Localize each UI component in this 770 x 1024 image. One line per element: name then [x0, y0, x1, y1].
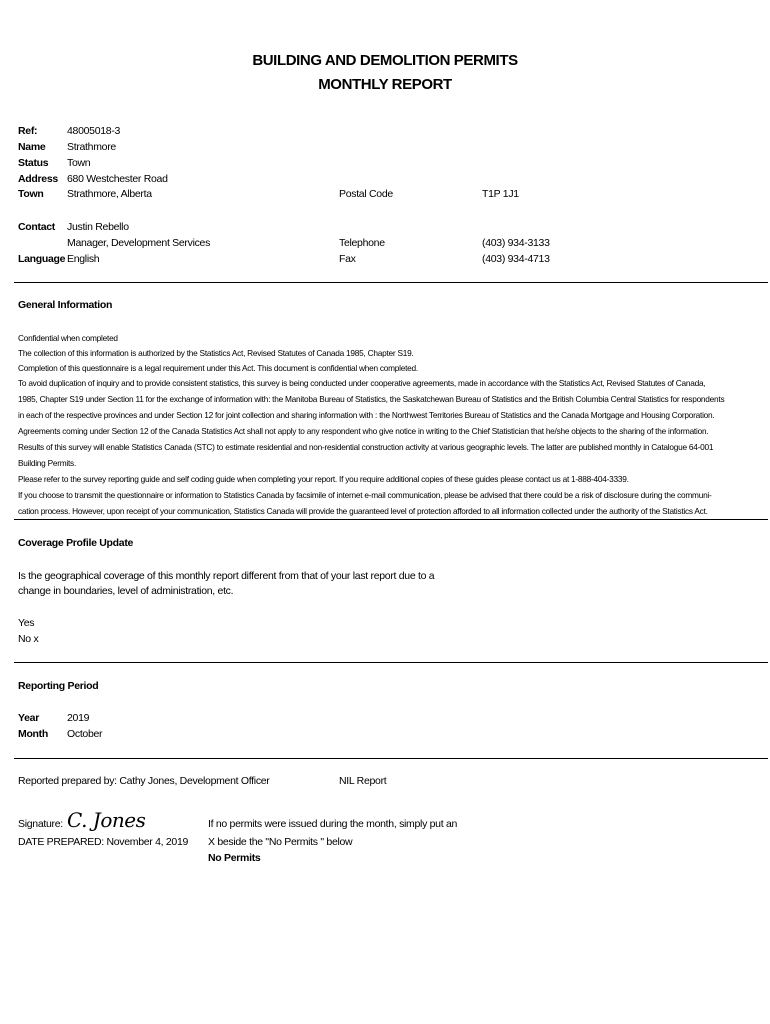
general-line: 1985, Chapter S19 under Section 11 for the exchange of information with: the Manitoba Bureau of Statistics, the Saskatchewan Bureau of Statistics and the British Columbia Central Statistics for respondents — [18, 394, 725, 404]
report-title-line1: BUILDING AND DEMOLITION PERMITS — [252, 52, 518, 69]
prepared-by: Reported prepared by: Cathy Jones, Development Officer — [18, 775, 270, 787]
divider — [14, 758, 768, 759]
postal-code-label: Postal Code — [339, 188, 393, 200]
coverage-question-line1: Is the geographical coverage of this monthly report different from that of your last report due to a — [18, 570, 435, 582]
fax-value: (403) 934-4713 — [482, 253, 550, 265]
language-label: Language — [18, 253, 66, 265]
report-title-line2: MONTHLY REPORT — [318, 76, 452, 93]
general-line: If you choose to transmit the questionnaire or information to Statistics Canada by facsimile of internet e-mail communication, please be advised that there could be a risk of disclosure during the communi- — [18, 490, 712, 500]
town-value: Strathmore, Alberta — [67, 188, 152, 200]
year-value: 2019 — [67, 712, 90, 724]
status-label: Status — [18, 157, 49, 169]
general-line: Completion of this questionnaire is a legal requirement under this Act. This document is confidential when completed. — [18, 363, 418, 373]
coverage-question-line2: change in boundaries, level of administration, etc. — [18, 585, 234, 597]
language-value: English — [67, 253, 100, 265]
name-value: Strathmore — [67, 141, 116, 153]
telephone-value: (403) 934-3133 — [482, 237, 550, 249]
divider — [14, 282, 768, 283]
nil-instruction-line1: If no permits were issued during the month, simply put an — [208, 818, 458, 830]
general-line: in each of the respective provinces and under Section 12 for joint collection and sharing information with : the Northwest Territories Bureau of Statistics and the Canada Mortgage and Housing Corporation. — [18, 410, 715, 420]
coverage-yes-option[interactable]: Yes — [18, 617, 35, 629]
contact-label: Contact — [18, 221, 55, 233]
general-line: Agreements coming under Section 12 of the Canada Statistics Act shall not apply to any respondent who give notice in writing to the Chief Statistician that he/she objects to the sharing of the information. — [18, 426, 709, 436]
coverage-profile-heading: Coverage Profile Update — [18, 537, 134, 549]
town-label: Town — [18, 188, 44, 200]
ref-value: 48005018-3 — [67, 125, 121, 137]
date-prepared: DATE PREPARED: November 4, 2019 — [18, 836, 189, 848]
divider — [14, 662, 768, 663]
general-line: Confidential when completed — [18, 333, 118, 343]
year-label: Year — [18, 712, 39, 724]
nil-report-label: NIL Report — [339, 775, 387, 787]
fax-label: Fax — [339, 253, 356, 265]
general-line: The collection of this information is authorized by the Statistics Act, Revised Statutes of Canada 1985, Chapter S19. — [18, 348, 414, 358]
month-value: October — [67, 728, 103, 740]
general-line: To avoid duplication of inquiry and to provide consistent statistics, this survey is being conducted under cooperative agreements, made in accordance with the Statistics Act, Revised Statutes of Canada, — [18, 378, 706, 388]
month-label: Month — [18, 728, 48, 740]
ref-label: Ref: — [18, 125, 38, 137]
divider — [14, 519, 768, 520]
reporting-period-heading: Reporting Period — [18, 680, 99, 692]
nil-instruction-line2: X beside the "No Permits " below — [208, 836, 353, 848]
status-value: Town — [67, 157, 91, 169]
contact-title: Manager, Development Services — [67, 237, 211, 249]
coverage-no-option[interactable]: No x — [18, 633, 39, 645]
postal-code-value: T1P 1J1 — [482, 188, 519, 200]
general-line: Please refer to the survey reporting guide and self coding guide when completing your report. If you require additional copies of these guides please contact us at 1-888-404-3339. — [18, 474, 629, 484]
general-line: Building Permits. — [18, 458, 77, 468]
contact-name: Justin Rebello — [67, 221, 129, 233]
address-label: Address — [18, 173, 58, 185]
signature-label: Signature: — [18, 818, 63, 830]
no-permits-label: No Permits — [208, 852, 261, 864]
signature: C. Jones — [67, 808, 146, 832]
general-line: cation process. However, upon receipt of your communication, Statistics Canada will provide the guaranteed level of protection afforded to all information collected under the authority of the Statistics Act. — [18, 506, 708, 516]
name-label: Name — [18, 141, 46, 153]
address-value: 680 Westchester Road — [67, 173, 168, 185]
general-information-heading: General Information — [18, 299, 113, 311]
telephone-label: Telephone — [339, 237, 385, 249]
general-line: Results of this survey will enable Statistics Canada (STC) to estimate residential and non-residential construction activity at various geographic levels. The latter are published monthly in Catalogue 64-001 — [18, 442, 714, 452]
